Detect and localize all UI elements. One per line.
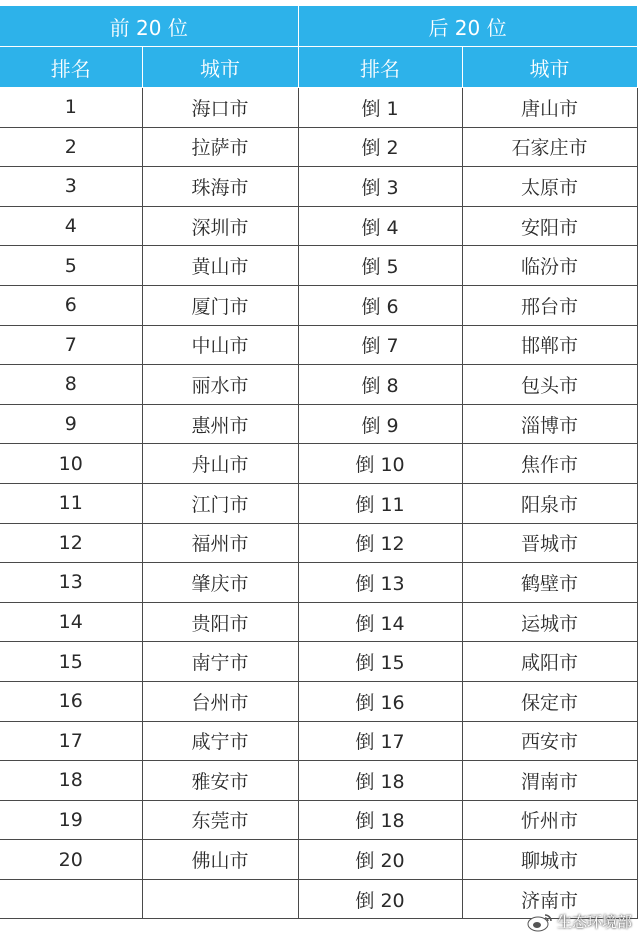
weibo-icon bbox=[527, 912, 553, 932]
bottom-city-cell: 唐山市 bbox=[462, 88, 637, 128]
bottom-rank-cell: 倒 12 bbox=[298, 523, 462, 563]
bottom-city-cell: 忻州市 bbox=[462, 800, 637, 840]
top-city-cell: 舟山市 bbox=[142, 444, 298, 484]
top-rank-cell: 19 bbox=[0, 800, 142, 840]
top-city-cell: 南宁市 bbox=[142, 642, 298, 682]
bottom-rank-cell: 倒 15 bbox=[298, 642, 462, 682]
weibo-watermark bbox=[527, 911, 632, 932]
table-row bbox=[0, 721, 637, 761]
top-city-cell: 贵阳市 bbox=[142, 602, 298, 642]
bottom-rank-header: 排名 bbox=[298, 47, 462, 88]
bottom-rank-cell: 倒 2 bbox=[298, 127, 462, 167]
table-row bbox=[0, 483, 637, 523]
ranking-body bbox=[0, 88, 637, 919]
top-city-cell: 福州市 bbox=[142, 523, 298, 563]
top-city-cell: 拉萨市 bbox=[142, 127, 298, 167]
top-rank-cell: 18 bbox=[0, 761, 142, 801]
table-row bbox=[0, 404, 637, 444]
bottom-city-cell: 石家庄市 bbox=[462, 127, 637, 167]
top-rank-cell: 1 bbox=[0, 88, 142, 128]
table-row bbox=[0, 761, 637, 801]
bottom-city-cell: 焦作市 bbox=[462, 444, 637, 484]
bottom-city-cell: 淄博市 bbox=[462, 404, 637, 444]
table-row bbox=[0, 563, 637, 603]
bottom-rank-cell: 倒 6 bbox=[298, 285, 462, 325]
table-row bbox=[0, 167, 637, 207]
top-rank-cell: 3 bbox=[0, 167, 142, 207]
bottom-rank-cell: 倒 1 bbox=[298, 88, 462, 128]
top-rank-cell: 5 bbox=[0, 246, 142, 286]
top-city-cell: 东莞市 bbox=[142, 800, 298, 840]
table-row bbox=[0, 800, 637, 840]
bottom-city-header: 城市 bbox=[462, 47, 637, 88]
top-city-cell: 中山市 bbox=[142, 325, 298, 365]
top-city-cell: 台州市 bbox=[142, 681, 298, 721]
top-rank-cell: 8 bbox=[0, 365, 142, 405]
top-rank-cell: 11 bbox=[0, 483, 142, 523]
top-city-header: 城市 bbox=[142, 47, 298, 88]
top-city-cell: 海口市 bbox=[142, 88, 298, 128]
bottom-city-cell: 咸阳市 bbox=[462, 642, 637, 682]
top-city-cell: 肇庆市 bbox=[142, 563, 298, 603]
bottom-rank-cell: 倒 11 bbox=[298, 483, 462, 523]
bottom-city-cell: 保定市 bbox=[462, 681, 637, 721]
top-group-header: 前 20 位 bbox=[0, 6, 298, 47]
bottom-rank-cell: 倒 4 bbox=[298, 206, 462, 246]
bottom-city-cell: 济南市 bbox=[462, 879, 637, 919]
bottom-city-cell: 西安市 bbox=[462, 721, 637, 761]
bottom-rank-cell: 倒 17 bbox=[298, 721, 462, 761]
watermark-text: 生态环境部 bbox=[556, 913, 632, 931]
top-rank-cell: 9 bbox=[0, 404, 142, 444]
bottom-city-cell: 鹤壁市 bbox=[462, 563, 637, 603]
table-row bbox=[0, 444, 637, 484]
bottom-city-cell: 太原市 bbox=[462, 167, 637, 207]
bottom-city-cell: 临汾市 bbox=[462, 246, 637, 286]
table-row bbox=[0, 206, 637, 246]
city-air-quality-ranking-table bbox=[0, 6, 638, 919]
bottom-city-cell: 阳泉市 bbox=[462, 483, 637, 523]
bottom-rank-cell: 倒 18 bbox=[298, 800, 462, 840]
bottom-rank-cell: 倒 16 bbox=[298, 681, 462, 721]
top-rank-cell: 17 bbox=[0, 721, 142, 761]
bottom-city-cell: 邢台市 bbox=[462, 285, 637, 325]
bottom-rank-cell: 倒 20 bbox=[298, 840, 462, 880]
table-row bbox=[0, 127, 637, 167]
bottom-rank-cell: 倒 7 bbox=[298, 325, 462, 365]
table-row bbox=[0, 365, 637, 405]
table-row bbox=[0, 523, 637, 563]
top-rank-cell: 12 bbox=[0, 523, 142, 563]
top-city-cell: 雅安市 bbox=[142, 761, 298, 801]
bottom-rank-cell: 倒 10 bbox=[298, 444, 462, 484]
bottom-rank-cell: 倒 3 bbox=[298, 167, 462, 207]
top-city-cell: 珠海市 bbox=[142, 167, 298, 207]
top-rank-cell bbox=[0, 879, 142, 919]
top-city-cell bbox=[142, 879, 298, 919]
bottom-city-cell: 安阳市 bbox=[462, 206, 637, 246]
bottom-group-header: 后 20 位 bbox=[298, 6, 637, 47]
table-row bbox=[0, 246, 637, 286]
bottom-city-cell: 邯郸市 bbox=[462, 325, 637, 365]
table-row bbox=[0, 88, 637, 128]
top-city-cell: 深圳市 bbox=[142, 206, 298, 246]
top-city-cell: 厦门市 bbox=[142, 285, 298, 325]
top-city-cell: 佛山市 bbox=[142, 840, 298, 880]
top-rank-cell: 6 bbox=[0, 285, 142, 325]
top-rank-cell: 20 bbox=[0, 840, 142, 880]
bottom-rank-cell: 倒 14 bbox=[298, 602, 462, 642]
bottom-city-cell: 聊城市 bbox=[462, 840, 637, 880]
bottom-city-cell: 晋城市 bbox=[462, 523, 637, 563]
table-row bbox=[0, 840, 637, 880]
bottom-rank-cell: 倒 9 bbox=[298, 404, 462, 444]
table-row bbox=[0, 602, 637, 642]
top-rank-cell: 15 bbox=[0, 642, 142, 682]
group-header-row bbox=[0, 6, 637, 47]
top-city-cell: 江门市 bbox=[142, 483, 298, 523]
bottom-city-cell: 运城市 bbox=[462, 602, 637, 642]
top-city-cell: 丽水市 bbox=[142, 365, 298, 405]
top-city-cell: 黄山市 bbox=[142, 246, 298, 286]
bottom-rank-cell: 倒 8 bbox=[298, 365, 462, 405]
column-header-row bbox=[0, 47, 637, 88]
top-rank-cell: 13 bbox=[0, 563, 142, 603]
bottom-rank-cell: 倒 5 bbox=[298, 246, 462, 286]
bottom-city-cell: 渭南市 bbox=[462, 761, 637, 801]
bottom-rank-cell: 倒 13 bbox=[298, 563, 462, 603]
table-row bbox=[0, 642, 637, 682]
table-row bbox=[0, 285, 637, 325]
table-row bbox=[0, 681, 637, 721]
bottom-rank-cell: 倒 18 bbox=[298, 761, 462, 801]
top-rank-cell: 16 bbox=[0, 681, 142, 721]
top-city-cell: 惠州市 bbox=[142, 404, 298, 444]
top-rank-cell: 10 bbox=[0, 444, 142, 484]
top-rank-cell: 2 bbox=[0, 127, 142, 167]
top-rank-cell: 4 bbox=[0, 206, 142, 246]
table-row bbox=[0, 325, 637, 365]
bottom-city-cell: 包头市 bbox=[462, 365, 637, 405]
bottom-rank-cell: 倒 20 bbox=[298, 879, 462, 919]
top-city-cell: 咸宁市 bbox=[142, 721, 298, 761]
top-rank-cell: 7 bbox=[0, 325, 142, 365]
top-rank-header: 排名 bbox=[0, 47, 142, 88]
top-rank-cell: 14 bbox=[0, 602, 142, 642]
